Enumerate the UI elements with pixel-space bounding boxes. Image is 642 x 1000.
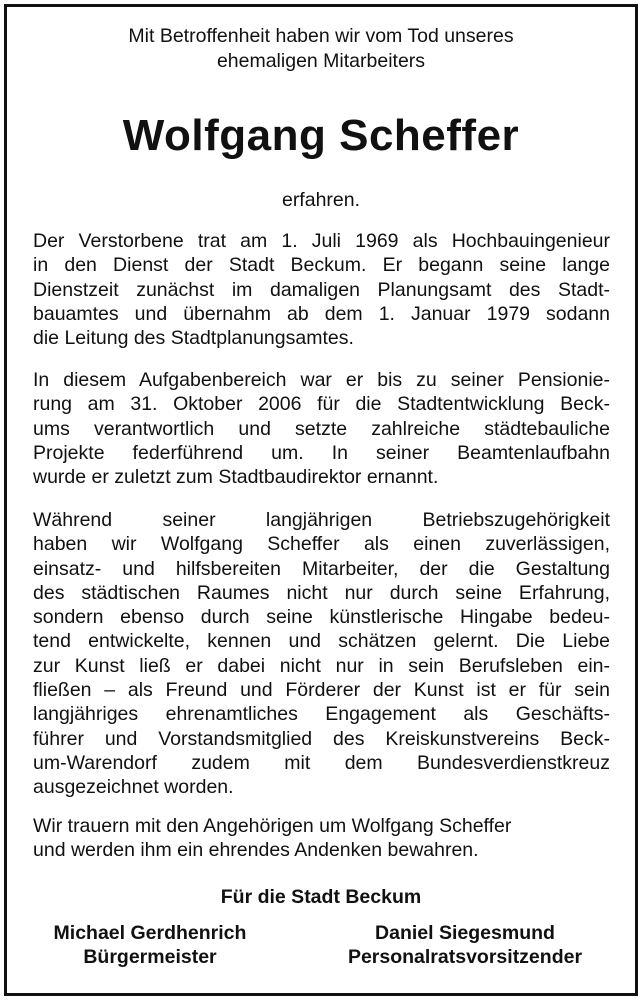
paragraph-line: Projekte federführend um. In seiner Beamtenlaufbahn (33, 441, 610, 464)
paragraph-line: in den Dienst der Stadt Beckum. Er begann seine lange (33, 254, 610, 277)
paragraph-line: Der Verstorbene trat am 1. Juli 1969 als Hochbauingenieur (33, 230, 610, 252)
intro-line-1: Mit Betroffenheit haben wir vom Tod unseres (128, 25, 514, 47)
signatory-staff-council (310, 921, 620, 969)
paragraph-line: zur Kunst ließ er dabei nicht nur in sein Berufsleben ein- (33, 654, 610, 677)
signatory-title: Personalratsvorsitzender (347, 946, 583, 968)
paragraph-line: Wir trauern mit den Angehörigen um Wolfgang Scheffer (33, 815, 512, 837)
paragraph-line: Dienstzeit zunächst im damaligen Planungsamt des Stadt- (33, 278, 610, 301)
paragraph-line: tend entwickelte, kennen und schätzen gelernt. Die Liebe (33, 630, 610, 653)
paragraph-line: die Leitung des Stadtplanungsamtes. (33, 327, 354, 350)
paragraph-line: haben wir Wolfgang Scheffer als einen zuverlässigen, (33, 533, 610, 556)
paragraph-responsibilities (33, 368, 610, 489)
paragraph-appreciation (33, 508, 610, 800)
intro-line-2: ehemaligen Mitarbeiters (216, 50, 426, 72)
paragraph-line: und werden ihm ein ehrendes Andenken bewahren. (33, 839, 479, 862)
paragraph-line: wurde er zuletzt zum Stadtbaudirektor ernannt. (33, 466, 439, 489)
paragraph-line: rung am 31. Oktober 2006 für die Stadtentwicklung Beck- (33, 393, 610, 416)
signatory-name: Michael Gerdhenrich (53, 922, 247, 944)
signatory-mayor (0, 921, 300, 969)
signatory-title: Bürgermeister (83, 946, 217, 968)
paragraph-line: fließen – als Freund und Förderer der Kunst ist er für sein (33, 679, 610, 702)
paragraph-line: um-Warendorf zudem mit dem Bundesverdienstkreuz (33, 751, 610, 774)
paragraph-line: einsatz- und hilfsbereiten Mitarbeiter, der die Gestaltung (33, 557, 610, 580)
paragraph-career-start (33, 229, 610, 350)
paragraph-line: ums verantwortlich und setzte zahlreiche städtebauliche (33, 417, 610, 440)
paragraph-line: des städtischen Raumes nicht nur durch seine Erfahrung, (33, 581, 610, 604)
paragraph-line: langjähriges ehrenamtliches Engagement als Geschäfts- (33, 703, 610, 726)
deceased-name: Wolfgang Scheffer (122, 111, 520, 160)
paragraph-line: In diesem Aufgabenbereich war er bis zu seiner Pensionie- (33, 369, 610, 391)
organization-name: Für die Stadt Beckum (220, 886, 422, 908)
intro-text (0, 24, 642, 74)
received-text: erfahren. (281, 189, 361, 211)
paragraph-line: Während seiner langjährigen Betriebszugehörigkeit (33, 509, 610, 531)
paragraph-line: bauamtes und übernahm ab dem 1. Januar 1979 sodann (33, 302, 610, 325)
paragraph-line: führer und Vorstandsmitglied des Kreiskunstvereins Beck- (33, 727, 610, 750)
paragraph-mourning (33, 814, 610, 863)
paragraph-line: sondern ebenso durch seine künstlerische Hingabe bedeu- (33, 606, 610, 629)
signatory-name: Daniel Siegesmund (375, 922, 555, 944)
paragraph-line: ausgezeichnet worden. (33, 776, 234, 799)
